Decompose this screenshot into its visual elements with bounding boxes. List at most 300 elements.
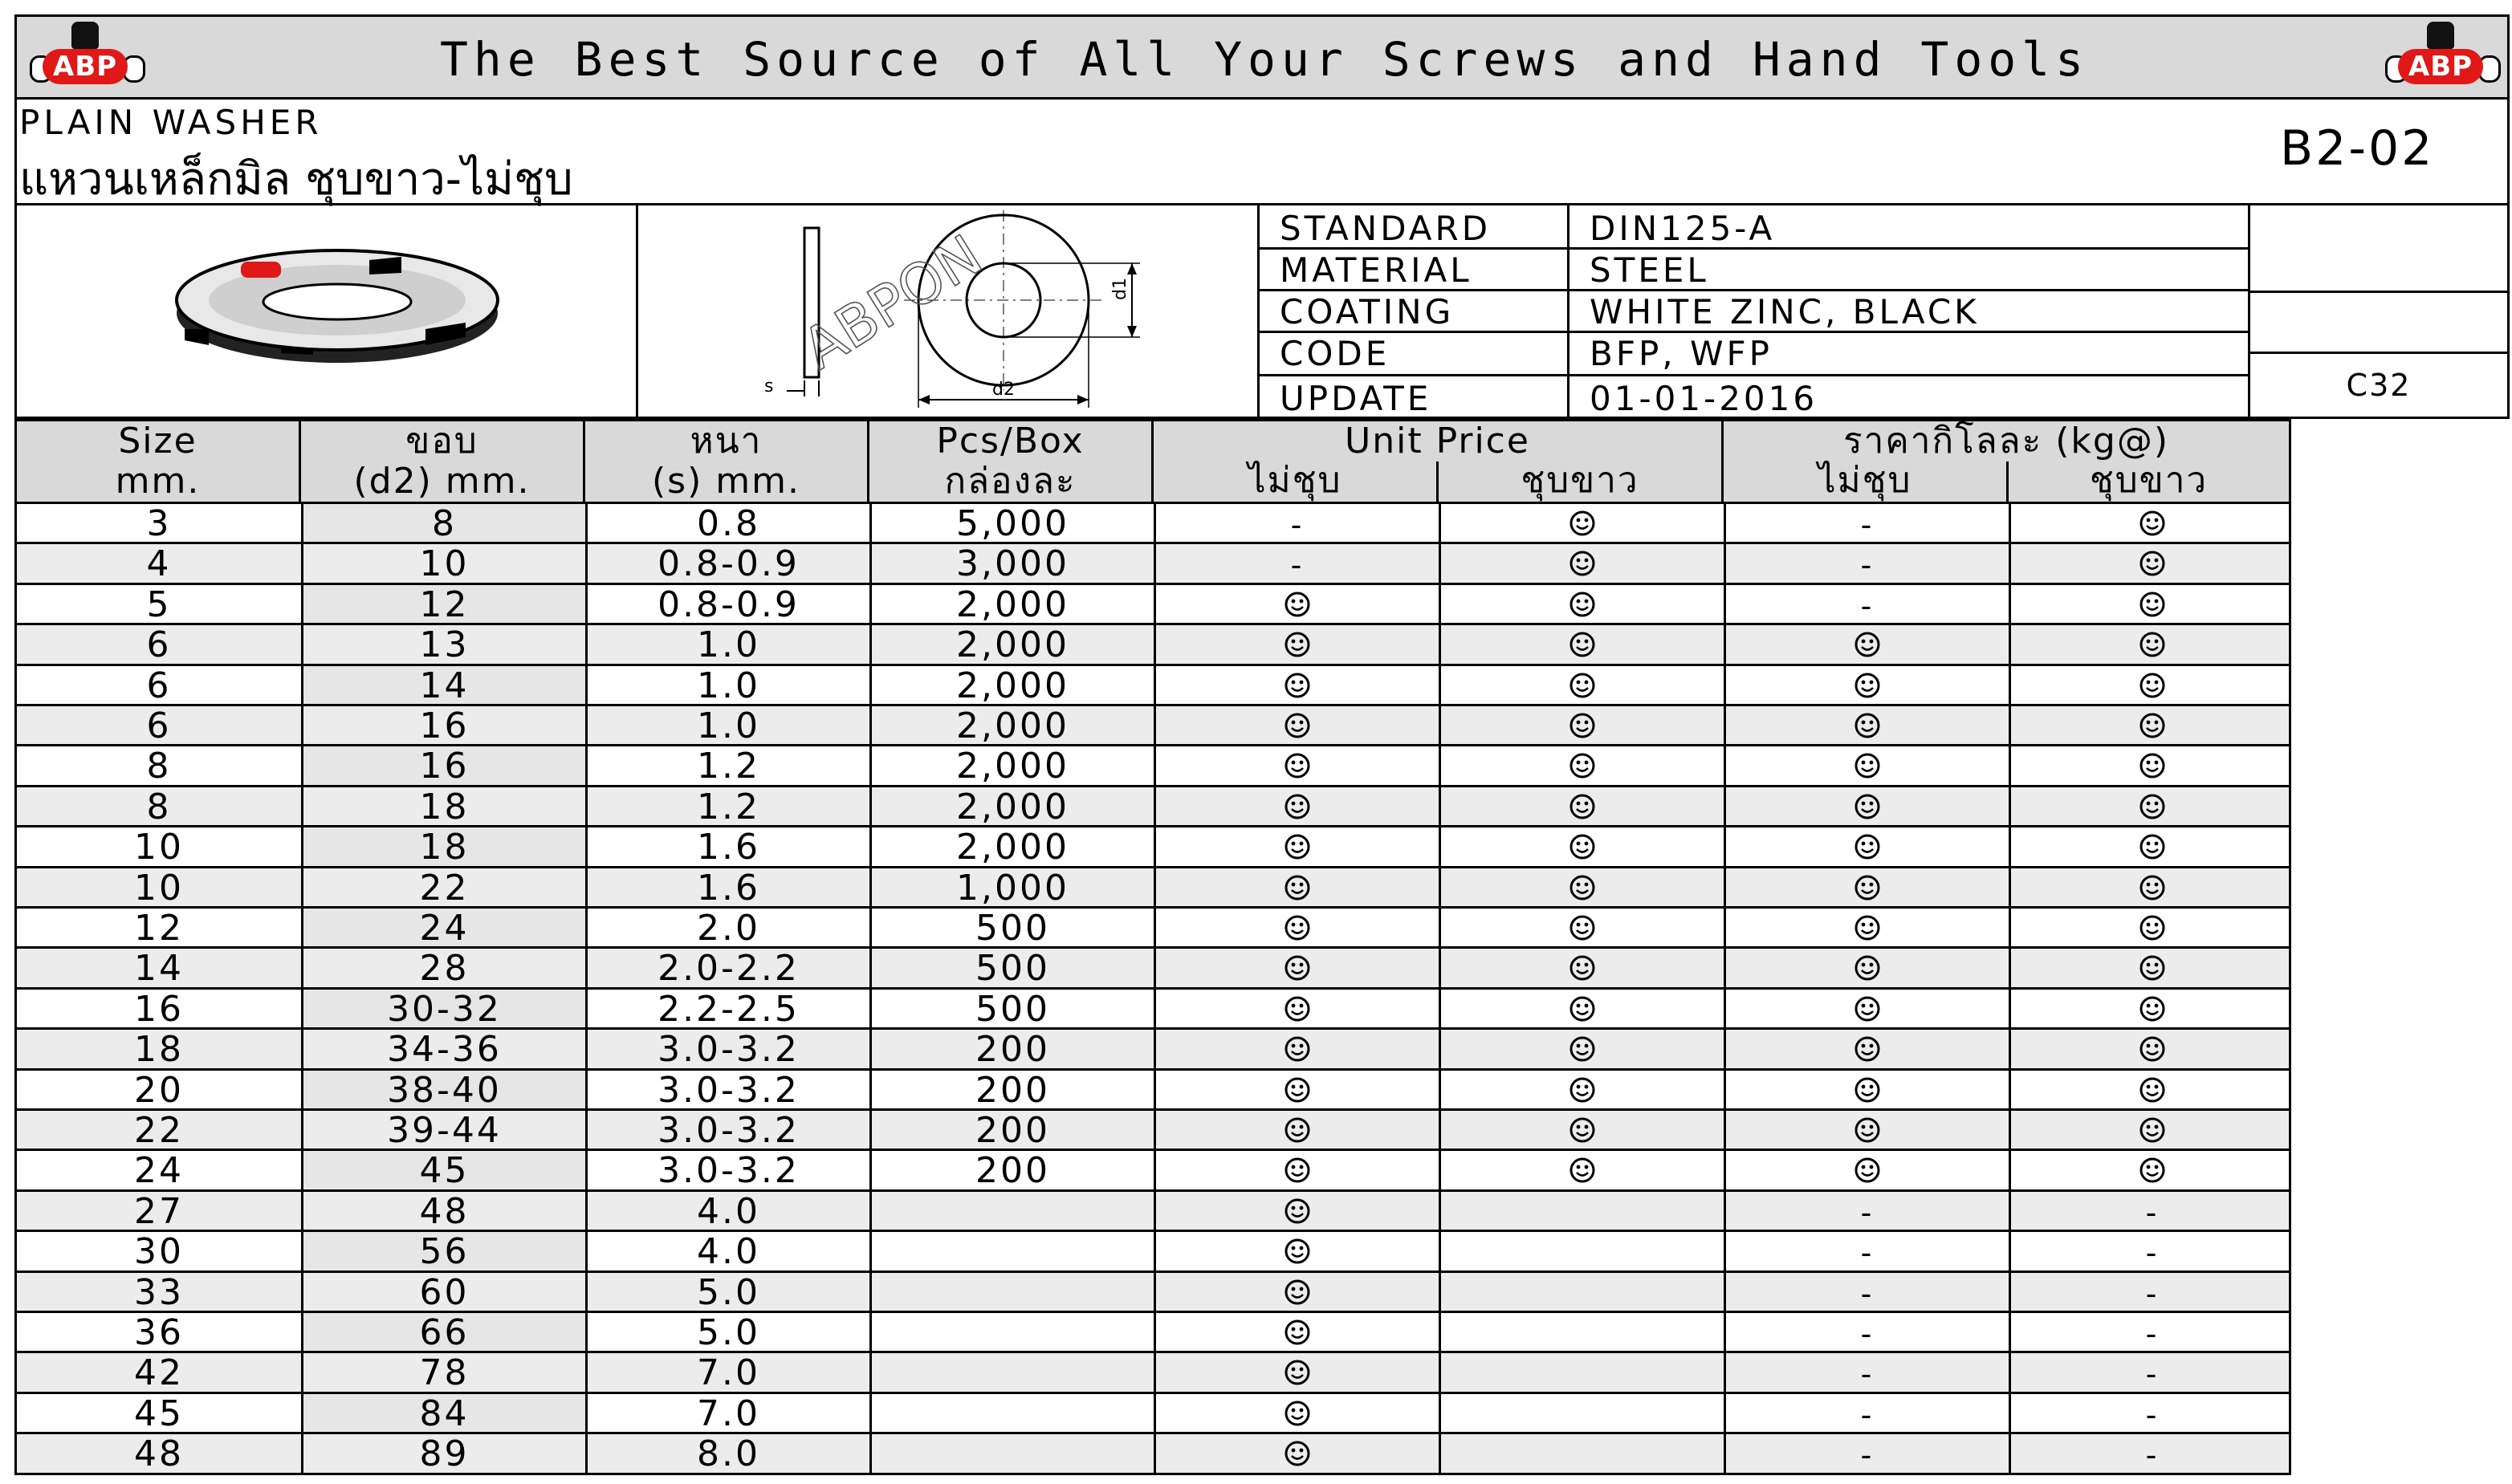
header-size-line1: Size xyxy=(118,421,197,461)
smile-icon xyxy=(1569,948,1596,989)
smile-icon xyxy=(1854,746,1881,787)
spec-label: COATING xyxy=(1280,292,1455,331)
cell-size: 4 xyxy=(146,543,172,585)
cell-s: 1.6 xyxy=(585,868,869,906)
cell-pcs: 200 xyxy=(869,1111,1154,1149)
cell-up-plain xyxy=(1154,706,1439,744)
smile-icon xyxy=(1569,543,1596,584)
smile-icon xyxy=(1284,665,1311,706)
header-kg-price: ราคากิโลละ (kg@) xyxy=(1721,419,2291,464)
cell-up-zinc xyxy=(1439,1434,1724,1472)
cell-kg-plain: - xyxy=(1724,1232,2009,1270)
spec-value: 01-01-2016 xyxy=(1590,379,1818,418)
cell-size: 6 xyxy=(146,705,172,746)
cell-size: 12 xyxy=(134,908,184,949)
smile-icon xyxy=(1854,1029,1881,1070)
header-up-zinc: ชุบขาว xyxy=(1436,461,1721,504)
cell-s: 7.0 xyxy=(585,1353,869,1391)
washer-drawing xyxy=(739,210,1188,411)
table-row xyxy=(14,1192,2291,1232)
spec-table xyxy=(1257,205,2248,419)
cell-kg-zinc: - xyxy=(2009,1434,2294,1472)
smile-icon xyxy=(1284,1393,1311,1434)
smile-icon xyxy=(1284,908,1311,949)
cell-kg-zinc: - xyxy=(2009,1192,2294,1230)
cell-up-zinc xyxy=(1439,1394,1724,1432)
header-size xyxy=(14,419,299,504)
cell-kg-plain xyxy=(1724,706,2009,744)
cell-up-zinc xyxy=(1439,1111,1724,1149)
abp-logo-left xyxy=(25,20,145,99)
cell-kg-zinc xyxy=(2009,1071,2294,1108)
smile-icon xyxy=(1284,787,1311,827)
cell-up-zinc xyxy=(1439,868,1724,906)
cell-kg-plain xyxy=(1724,827,2009,865)
cell-s: 1.2 xyxy=(585,746,869,784)
cell-pcs: 2,000 xyxy=(869,706,1154,744)
cell-pcs: 2,000 xyxy=(869,827,1154,865)
cell-s: 3.0-3.2 xyxy=(585,1030,869,1067)
table-row xyxy=(14,1071,2291,1111)
cell-up-plain: - xyxy=(1154,504,1439,542)
cell-kg-zinc: - xyxy=(2009,1232,2294,1270)
cell-size: 36 xyxy=(134,1312,184,1353)
cell-size: 30 xyxy=(134,1231,184,1273)
cell-up-plain xyxy=(1154,1071,1439,1108)
cell-d2: 13 xyxy=(301,625,585,663)
cell-kg-zinc xyxy=(2009,868,2294,906)
smile-icon xyxy=(2139,705,2166,746)
cell-kg-zinc xyxy=(2009,544,2294,582)
spec-row xyxy=(1257,374,2248,419)
header-d2 xyxy=(299,419,583,504)
smile-icon xyxy=(1569,868,1596,909)
cell-up-plain xyxy=(1154,585,1439,623)
header-unit-price: Unit Price xyxy=(1151,419,1721,464)
cell-up-plain xyxy=(1154,1434,1439,1472)
cell-pcs: 2,000 xyxy=(869,666,1154,704)
cell-pcs: 2,000 xyxy=(869,585,1154,623)
cell-d2: 22 xyxy=(301,868,585,906)
smile-icon xyxy=(1284,1191,1311,1232)
smile-icon xyxy=(2139,948,2166,989)
cell-d2: 16 xyxy=(301,706,585,744)
logo-text: ABP xyxy=(43,49,128,84)
cell-d2: 39-44 xyxy=(301,1111,585,1149)
table-row xyxy=(14,909,2291,949)
cell-size: 6 xyxy=(146,665,172,706)
cell-s: 3.0-3.2 xyxy=(585,1151,869,1189)
smile-icon xyxy=(1284,1272,1311,1313)
table-row xyxy=(14,1111,2291,1151)
table-row xyxy=(14,746,2291,787)
smile-icon xyxy=(1284,1231,1311,1272)
cell-size: 18 xyxy=(134,1029,184,1071)
smile-icon xyxy=(2139,787,2166,827)
spec-label: STANDARD xyxy=(1280,209,1492,248)
cell-kg-plain xyxy=(1724,666,2009,704)
smile-icon xyxy=(1569,1029,1596,1070)
smile-icon xyxy=(1284,868,1311,909)
cell-kg-plain: - xyxy=(1724,1434,2009,1472)
cell-size: 6 xyxy=(146,624,172,666)
spec-row xyxy=(1257,289,2248,333)
cell-kg-plain xyxy=(1724,1151,2009,1189)
spec-value: STEEL xyxy=(1590,250,1709,290)
cell-pcs: 2,000 xyxy=(869,746,1154,784)
smile-icon xyxy=(1284,1110,1311,1151)
cell-up-zinc xyxy=(1439,585,1724,623)
table-row xyxy=(14,625,2291,665)
cell-d2: 18 xyxy=(301,827,585,865)
cell-kg-plain: - xyxy=(1724,1192,2009,1230)
cell-s: 8.0 xyxy=(585,1434,869,1472)
smile-icon xyxy=(1569,665,1596,706)
cell-kg-zinc xyxy=(2009,625,2294,663)
header-up-plain: ไม่ชุบ xyxy=(1151,461,1436,504)
smile-icon xyxy=(1854,948,1881,989)
header-s-line1: หนา xyxy=(690,421,763,461)
spec-value: WHITE ZINC, BLACK xyxy=(1590,292,1980,331)
smile-icon xyxy=(1569,746,1596,787)
cell-pcs: 500 xyxy=(869,990,1154,1027)
cell-kg-plain xyxy=(1724,625,2009,663)
cell-up-zinc xyxy=(1439,827,1724,865)
page-code: C32 xyxy=(2346,368,2412,403)
header-s-line2: (s) mm. xyxy=(652,461,800,502)
cell-kg-zinc xyxy=(2009,666,2294,704)
cell-up-zinc xyxy=(1439,1030,1724,1067)
cell-up-plain xyxy=(1154,1030,1439,1067)
cell-d2: 38-40 xyxy=(301,1071,585,1108)
cell-s: 3.0-3.2 xyxy=(585,1111,869,1149)
cell-up-plain xyxy=(1154,990,1439,1027)
cell-kg-zinc xyxy=(2009,1151,2294,1189)
header-d2-line1: ขอบ xyxy=(405,421,478,461)
cell-d2: 78 xyxy=(301,1353,585,1391)
smile-icon xyxy=(1569,1150,1596,1191)
smile-icon xyxy=(1569,827,1596,868)
cell-up-plain xyxy=(1154,1192,1439,1230)
header-kg-plain: ไม่ชุบ xyxy=(1721,461,2006,504)
cell-up-plain xyxy=(1154,1273,1439,1311)
cell-pcs xyxy=(869,1394,1154,1432)
smile-icon xyxy=(1284,948,1311,989)
smile-icon xyxy=(1284,989,1311,1030)
cell-kg-zinc xyxy=(2009,787,2294,825)
cell-kg-zinc xyxy=(2009,504,2294,542)
smile-icon xyxy=(2139,543,2166,584)
watermark: ABPON xyxy=(791,222,994,383)
smile-icon xyxy=(1854,624,1881,665)
cell-kg-plain xyxy=(1724,990,2009,1027)
cell-kg-zinc: - xyxy=(2009,1313,2294,1351)
product-name-en: PLAIN WASHER xyxy=(19,103,323,142)
cell-d2: 18 xyxy=(301,787,585,825)
cell-d2: 30-32 xyxy=(301,990,585,1027)
cell-up-plain xyxy=(1154,746,1439,784)
cell-pcs xyxy=(869,1232,1154,1270)
table-row xyxy=(14,1030,2291,1070)
smile-icon xyxy=(2139,1029,2166,1070)
cell-kg-plain: - xyxy=(1724,1313,2009,1351)
smile-icon xyxy=(2139,868,2166,909)
table-row xyxy=(14,504,2291,544)
washer-photo xyxy=(161,233,514,377)
cell-s: 1.0 xyxy=(585,625,869,663)
smile-icon xyxy=(2139,746,2166,787)
cell-s: 2.2-2.5 xyxy=(585,990,869,1027)
cell-pcs: 200 xyxy=(869,1030,1154,1067)
cell-up-plain xyxy=(1154,1394,1439,1432)
cell-up-plain xyxy=(1154,666,1439,704)
product-code: B2-02 xyxy=(2280,120,2435,177)
smile-icon xyxy=(2139,827,2166,868)
cell-d2: 89 xyxy=(301,1434,585,1472)
cell-kg-zinc: - xyxy=(2009,1394,2294,1432)
cell-up-plain xyxy=(1154,1313,1439,1351)
cell-size: 22 xyxy=(134,1110,184,1151)
label-s: s xyxy=(764,376,774,396)
cell-size: 27 xyxy=(134,1190,184,1232)
cell-d2: 12 xyxy=(301,585,585,623)
table-row xyxy=(14,585,2291,625)
cell-kg-zinc xyxy=(2009,827,2294,865)
smile-icon xyxy=(1854,665,1881,706)
cell-up-plain xyxy=(1154,1111,1439,1149)
cell-up-plain xyxy=(1154,868,1439,906)
cell-size: 42 xyxy=(134,1352,184,1394)
cell-up-zinc xyxy=(1439,909,1724,946)
cell-kg-plain: - xyxy=(1724,1394,2009,1432)
label-d2: d2 xyxy=(992,380,1015,400)
cell-size: 14 xyxy=(134,948,184,990)
cell-s: 3.0-3.2 xyxy=(585,1071,869,1108)
cell-kg-zinc xyxy=(2009,1030,2294,1067)
table-row xyxy=(14,868,2291,909)
cell-s: 5.0 xyxy=(585,1313,869,1351)
smile-icon xyxy=(1284,1150,1311,1191)
smile-icon xyxy=(2139,503,2166,544)
spec-row xyxy=(1257,247,2248,291)
cell-kg-zinc xyxy=(2009,1111,2294,1149)
cell-kg-plain xyxy=(1724,949,2009,986)
cell-kg-zinc xyxy=(2009,585,2294,623)
cell-size: 3 xyxy=(146,503,172,544)
cell-kg-zinc xyxy=(2009,909,2294,946)
cell-s: 2.0-2.2 xyxy=(585,949,869,986)
table-row xyxy=(14,1434,2291,1474)
cell-pcs: 200 xyxy=(869,1151,1154,1189)
cell-d2: 28 xyxy=(301,949,585,986)
cell-up-zinc xyxy=(1439,666,1724,704)
cell-up-zinc xyxy=(1439,1071,1724,1108)
smile-icon xyxy=(1284,1070,1311,1111)
smile-icon xyxy=(1284,1312,1311,1353)
smile-icon xyxy=(2139,584,2166,625)
price-table xyxy=(14,419,2291,1475)
cell-up-plain: - xyxy=(1154,544,1439,582)
cell-d2: 56 xyxy=(301,1232,585,1270)
cell-d2: 8 xyxy=(301,504,585,542)
cell-pcs: 200 xyxy=(869,1071,1154,1108)
smile-icon xyxy=(2139,908,2166,949)
smile-icon xyxy=(1284,1352,1311,1393)
smile-icon xyxy=(1854,705,1881,746)
smile-icon xyxy=(1284,746,1311,787)
cell-up-zinc xyxy=(1439,504,1724,542)
smile-icon xyxy=(1854,908,1881,949)
cell-kg-plain: - xyxy=(1724,1273,2009,1311)
cell-up-zinc xyxy=(1439,1232,1724,1270)
smile-icon xyxy=(1284,1029,1311,1070)
smile-icon xyxy=(1284,827,1311,868)
smile-icon xyxy=(1284,1433,1311,1474)
spec-label: CODE xyxy=(1280,334,1390,373)
cell-up-plain xyxy=(1154,1151,1439,1189)
smile-icon xyxy=(2139,1150,2166,1191)
cell-pcs: 500 xyxy=(869,909,1154,946)
cell-pcs xyxy=(869,1313,1154,1351)
header-pcs-line1: Pcs/Box xyxy=(936,421,1085,461)
cell-s: 0.8-0.9 xyxy=(585,544,869,582)
cell-up-plain xyxy=(1154,949,1439,986)
cell-s: 5.0 xyxy=(585,1273,869,1311)
cell-kg-zinc xyxy=(2009,706,2294,744)
cell-d2: 10 xyxy=(301,544,585,582)
cell-kg-plain xyxy=(1724,746,2009,784)
cell-s: 1.6 xyxy=(585,827,869,865)
smile-icon xyxy=(2139,989,2166,1030)
table-row xyxy=(14,949,2291,989)
header-pcs xyxy=(867,419,1151,504)
cell-s: 4.0 xyxy=(585,1232,869,1270)
cell-size: 24 xyxy=(134,1150,184,1192)
cell-up-zinc xyxy=(1439,1151,1724,1189)
header-pcs-line2: กล่องละ xyxy=(944,461,1077,502)
cell-kg-zinc xyxy=(2009,746,2294,784)
smile-icon xyxy=(2139,1110,2166,1151)
cell-kg-plain xyxy=(1724,787,2009,825)
cell-kg-plain xyxy=(1724,1111,2009,1149)
table-row xyxy=(14,666,2291,706)
smile-icon xyxy=(1569,705,1596,746)
spec-row xyxy=(1257,205,2248,250)
cell-kg-plain: - xyxy=(1724,544,2009,582)
table-row xyxy=(14,1273,2291,1313)
smile-icon xyxy=(1569,787,1596,827)
cell-size: 33 xyxy=(134,1271,184,1313)
cell-up-plain xyxy=(1154,827,1439,865)
cell-kg-plain xyxy=(1724,1071,2009,1108)
smile-icon xyxy=(2139,665,2166,706)
table-row xyxy=(14,1151,2291,1191)
cell-up-plain xyxy=(1154,909,1439,946)
cell-d2: 24 xyxy=(301,909,585,946)
cell-d2: 16 xyxy=(301,746,585,784)
cell-pcs xyxy=(869,1192,1154,1230)
cell-kg-zinc xyxy=(2009,990,2294,1027)
header-size-line2: mm. xyxy=(115,461,201,502)
header-s xyxy=(583,419,867,504)
cell-size: 8 xyxy=(146,786,172,827)
cell-up-zinc xyxy=(1439,1353,1724,1391)
cell-up-plain xyxy=(1154,1353,1439,1391)
cell-up-zinc xyxy=(1439,706,1724,744)
spec-value: DIN125-A xyxy=(1590,209,1776,248)
smile-icon xyxy=(1569,908,1596,949)
cell-up-zinc xyxy=(1439,544,1724,582)
cell-up-plain xyxy=(1154,1232,1439,1270)
cell-d2: 34-36 xyxy=(301,1030,585,1067)
cell-kg-plain xyxy=(1724,868,2009,906)
cell-up-plain xyxy=(1154,787,1439,825)
smile-icon xyxy=(1569,1110,1596,1151)
table-row xyxy=(14,990,2291,1030)
cell-s: 7.0 xyxy=(585,1394,869,1432)
cell-size: 8 xyxy=(146,746,172,787)
table-row xyxy=(14,1394,2291,1434)
table-row xyxy=(14,1353,2291,1393)
spec-row xyxy=(1257,331,2248,376)
cell-kg-plain: - xyxy=(1724,585,2009,623)
smile-icon xyxy=(1854,1070,1881,1111)
cell-d2: 60 xyxy=(301,1273,585,1311)
banner xyxy=(14,14,2510,100)
cell-kg-plain: - xyxy=(1724,1353,2009,1391)
cell-s: 0.8 xyxy=(585,504,869,542)
cell-kg-zinc: - xyxy=(2009,1273,2294,1311)
cell-up-zinc xyxy=(1439,1192,1724,1230)
smile-icon xyxy=(1569,624,1596,665)
cell-pcs: 500 xyxy=(869,949,1154,986)
cell-pcs xyxy=(869,1434,1154,1472)
cell-d2: 48 xyxy=(301,1192,585,1230)
smile-icon xyxy=(1854,1110,1881,1151)
cell-up-zinc xyxy=(1439,949,1724,986)
table-row xyxy=(14,706,2291,746)
cell-up-zinc xyxy=(1439,1313,1724,1351)
cell-kg-plain: - xyxy=(1724,504,2009,542)
smile-icon xyxy=(2139,1070,2166,1111)
cell-up-zinc xyxy=(1439,1273,1724,1311)
cell-pcs xyxy=(869,1273,1154,1311)
cell-kg-zinc: - xyxy=(2009,1353,2294,1391)
cell-pcs: 2,000 xyxy=(869,625,1154,663)
smile-icon xyxy=(1569,989,1596,1030)
header-kg-zinc: ชุบขาว xyxy=(2006,461,2291,504)
cell-s: 2.0 xyxy=(585,909,869,946)
cell-size: 5 xyxy=(146,583,172,625)
banner-title: The Best Source of All Your Screws and Hand Tools xyxy=(439,32,2090,87)
smile-icon xyxy=(1854,989,1881,1030)
cell-s: 1.0 xyxy=(585,666,869,704)
cell-s: 4.0 xyxy=(585,1192,869,1230)
header-d2-line2: (d2) mm. xyxy=(353,461,531,502)
cell-up-zinc xyxy=(1439,990,1724,1027)
product-name-th: แหวนเหล็กมิล ชุบขาว-ไม่ชุบ xyxy=(19,153,573,205)
table-row xyxy=(14,1232,2291,1272)
cell-size: 16 xyxy=(134,988,184,1030)
cell-pcs: 3,000 xyxy=(869,544,1154,582)
cell-up-zinc xyxy=(1439,787,1724,825)
smile-icon xyxy=(1284,624,1311,665)
table-row xyxy=(14,1313,2291,1353)
smile-icon xyxy=(1569,1070,1596,1111)
cell-s: 1.0 xyxy=(585,706,869,744)
cell-d2: 84 xyxy=(301,1394,585,1432)
spec-label: MATERIAL xyxy=(1280,250,1472,290)
